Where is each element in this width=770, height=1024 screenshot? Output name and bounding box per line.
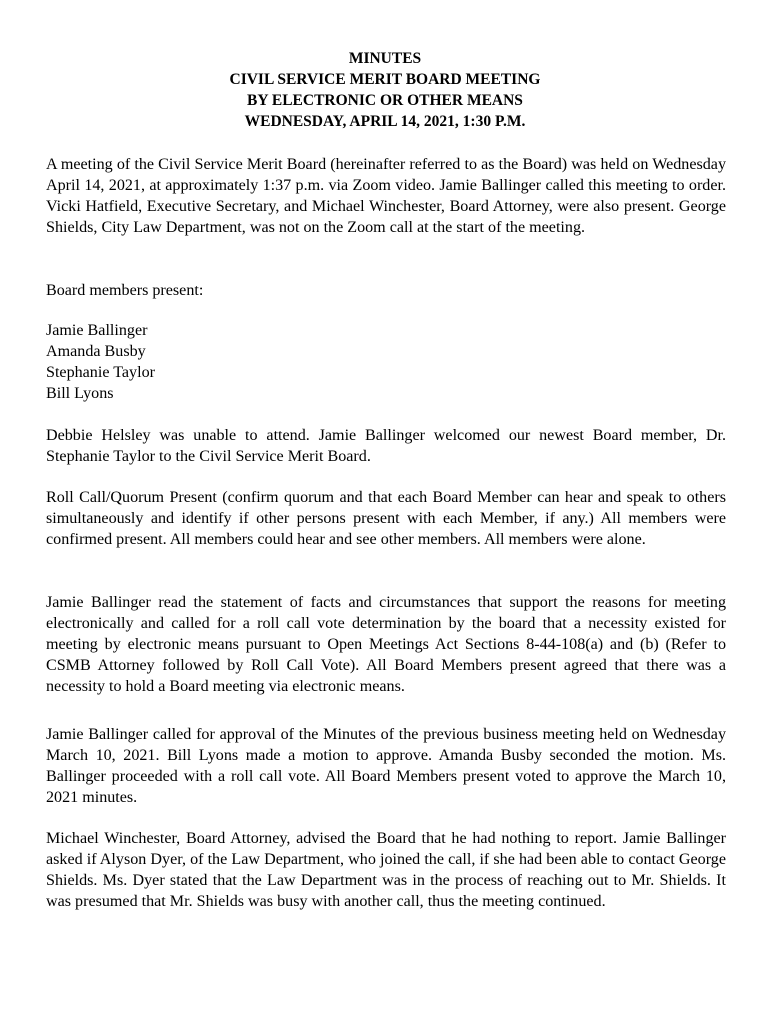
header-meeting-date: WEDNESDAY, APRIL 14, 2021, 1:30 P.M. [244, 113, 526, 130]
paragraph-attorney-report: Michael Winchester, Board Attorney, advised the Board that he had nothing to report. Jamie Ballinger asked if Alyson Dyer, of the Law Department, who joined the call, if she had been able to contact George Shields. Ms. Dyer stated that the Law Department was in the process of reaching out to Mr. Shields. It was presumed that Mr. Shields was busy with another call, thus the meeting continued. [46, 830, 726, 910]
paragraph-absent: Debbie Helsley was unable to attend. Jamie Ballinger welcomed our newest Board member, Dr. Stephanie Taylor to the Civil Service Merit Board. [46, 427, 726, 465]
paragraph-minutes-approval: Jamie Ballinger called for approval of the Minutes of the previous business meeting held on Wednesday March 10, 2021. Bill Lyons made a motion to approve. Amanda Busby seconded the motion. Ms. Ballinger proceeded with a roll call vote. All Board Members present voted to approve the March 10, 2021 minutes. [46, 726, 726, 806]
paragraph-opening: A meeting of the Civil Service Merit Board (hereinafter referred to as the Board) was held on Wednesday April 14, 2021, at approximately 1:37 p.m. via Zoom video. Jamie Ballinger called this meeting to order. Vicki Hatfield, Executive Secretary, and Michael Winchester, Board Attorney, were also present. George Shields, City Law Department, was not on the Zoom call at the start of the meeting. [46, 156, 726, 236]
paragraph-statement: Jamie Ballinger read the statement of facts and circumstances that support the reasons for meeting electronically and called for a roll call vote determination by the board that a necessity existed for meeting by electronic means pursuant to Open Meetings Act Sections 8-44-108(a) and (b) (Refer to CSMB Attorney followed by Roll Call Vote). All Board Members present agreed that there was a necessity to hold a Board meeting via electronic means. [46, 594, 726, 695]
document-header [0, 48, 770, 132]
header-board-name: CIVIL SERVICE MERIT BOARD MEETING [229, 71, 541, 88]
list-item: Bill Lyons [46, 385, 114, 402]
list-item: Jamie Ballinger [46, 322, 148, 339]
list-item: Amanda Busby [46, 343, 146, 360]
list-item: Stephanie Taylor [46, 364, 155, 381]
paragraph-roll-call: Roll Call/Quorum Present (confirm quorum and that each Board Member can hear and speak to others simultaneously and identify if other persons present with each Member, if any.) All members were confirmed present. All members could hear and see other members. All members were alone. [46, 489, 726, 548]
header-meeting-type: BY ELECTRONIC OR OTHER MEANS [247, 92, 523, 109]
members-list [46, 320, 726, 404]
header-title: MINUTES [348, 50, 422, 67]
paragraph-members-intro: Board members present: [46, 282, 204, 299]
